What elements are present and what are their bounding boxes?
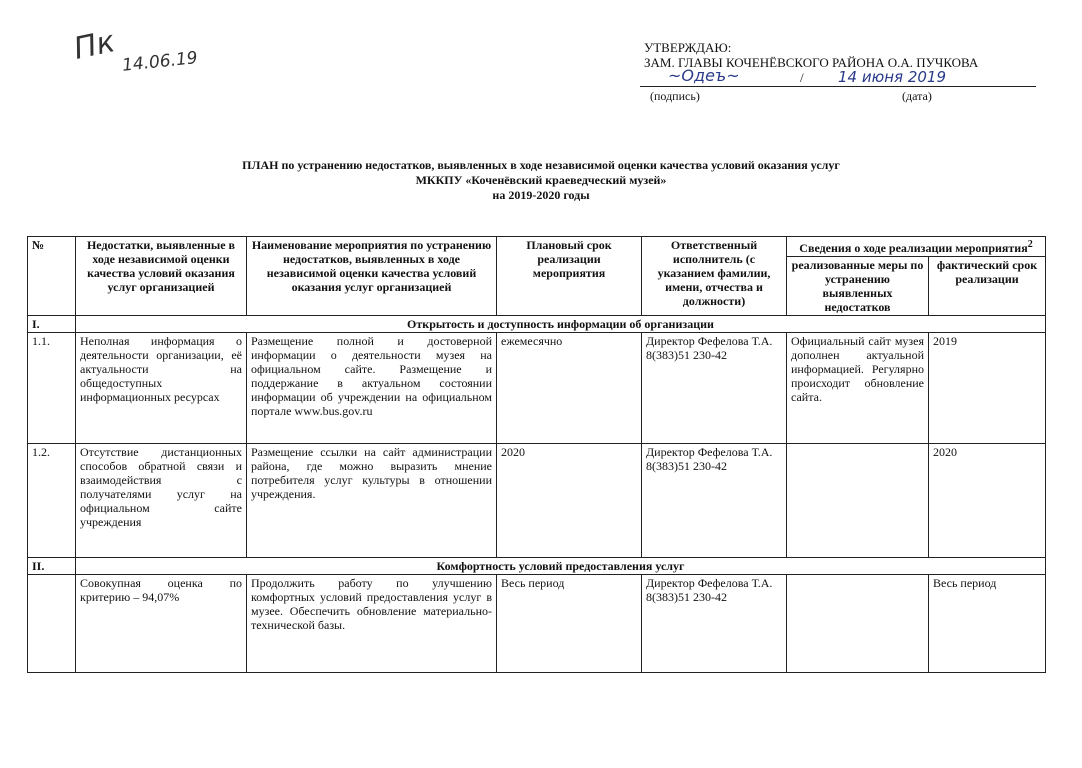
row-responsible: Директор Фефелова Т.А. 8(383)51 230-42 [642,333,787,444]
plan-table [27,236,1046,673]
row-deficiency: Совокупная оценка по критерию – 94,07% [76,575,247,673]
signature-line [640,86,1036,87]
header-num: № [28,237,76,316]
row-actual-deadline: 2019 [929,333,1046,444]
title-line-2: МККПУ «Коченёвский краеведческий музей» [415,173,667,187]
row-deficiency: Неполная информация о деятельности организации, её актуальности на общедоступных информационных ресурсах [76,333,247,444]
row-deadline: ежемесячно [497,333,642,444]
table-row [28,444,1046,558]
handwritten-approval-date: 14 июня 2019 [838,68,947,86]
section-row [28,558,1046,575]
row-num: 1.2. [28,444,76,558]
signature: ~Одеъ~ [668,66,740,85]
row-deadline: 2020 [497,444,642,558]
header-actual-deadline: фактический срок реализации [929,257,1046,316]
title-line-1: ПЛАН по устранению недостатков, выявленных в ходе независимой оценки качества условий оказания услуг [242,158,840,172]
row-implemented [787,575,929,673]
header-row [28,237,1046,257]
row-actual-deadline: Весь период [929,575,1046,673]
row-implemented: Официальный сайт музея дополнен актуальной информацией. Регулярно происходит обновление сайта. [787,333,929,444]
row-actual-deadline: 2020 [929,444,1046,558]
row-responsible: Директор Фефелова Т.А. 8(383)51 230-42 [642,575,787,673]
date-label: (дата) [902,89,932,103]
handwritten-date-note: 14.06.19 [121,48,199,76]
section-num: II. [28,558,76,575]
sig-slash: / [800,70,804,85]
header-deadline: Плановый срок реализации мероприятия [497,237,642,316]
table-row [28,333,1046,444]
row-responsible: Директор Фефелова Т.А. 8(383)51 230-42 [642,444,787,558]
row-measure: Размещение ссылки на сайт администрации района, где можно выразить мнение потребителя услуг культуры в отношении учреждения. [247,444,497,558]
handwritten-initials: Пк [70,24,118,67]
document-title [0,158,1082,203]
row-measure: Размещение полной и достоверной информации о деятельности музея на официальном сайте. Размещение и поддержание в актуальном состоянии информации об учреждении на официальном портале www.bus.gov.ru [247,333,497,444]
header-deficiency: Недостатки, выявленные в ходе независимой оценки качества условий оказания услуг организацией [76,237,247,316]
row-num [28,575,76,673]
row-measure: Продолжить работу по улучшению комфортных условий предоставления услуг в музее. Обеспечить обновление материально-технической базы. [247,575,497,673]
section-title: Открытость и доступность информации об организации [76,316,1046,333]
row-deadline: Весь период [497,575,642,673]
row-deficiency: Отсутствие дистанционных способов обратной связи и взаимодействия с получателями услуг на официальном сайте учреждения [76,444,247,558]
section-row [28,316,1046,333]
section-title: Комфортность условий предоставления услуг [76,558,1046,575]
approver-title: ЗАМ. ГЛАВЫ КОЧЕНЁВСКОГО РАЙОНА О.А. ПУЧКОВА [644,55,979,70]
approval-heading: УТВЕРЖДАЮ: [644,40,732,55]
header-progress: Сведения о ходе реализации мероприятия$^2$ [787,237,1046,257]
header-measure: Наименование мероприятия по устранению недостатков, выявленных в ходе независимой оценки качества условий оказания услуг организацией [247,237,497,316]
header-responsible: Ответственный исполнитель (с указанием фамилии, имени, отчества и должности) [642,237,787,316]
row-num: 1.1. [28,333,76,444]
section-num: I. [28,316,76,333]
row-implemented [787,444,929,558]
title-line-3: на 2019-2020 годы [492,188,590,202]
signature-label: (подпись) [650,89,700,103]
header-implemented: реализованные меры по устранению выявленных недостатков [787,257,929,316]
table-row [28,575,1046,673]
